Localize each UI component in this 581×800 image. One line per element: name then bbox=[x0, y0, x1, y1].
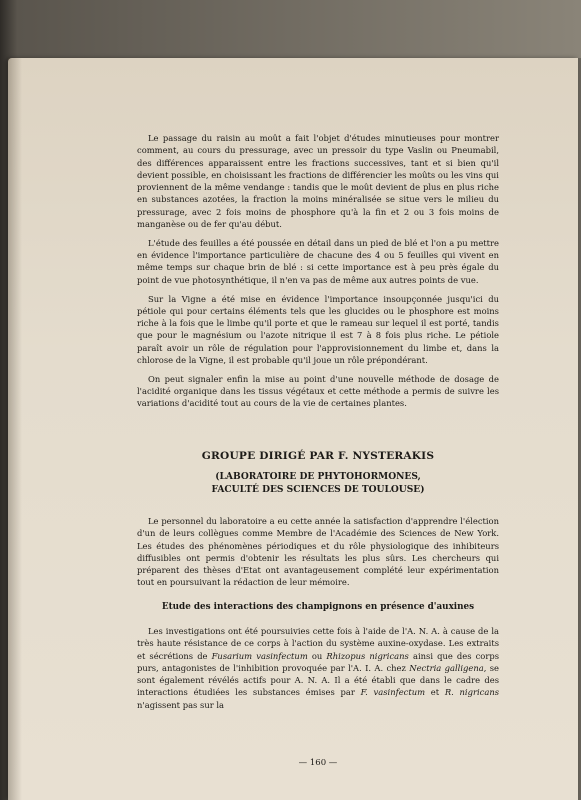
section-1-text bbox=[137, 132, 499, 416]
species-name: Nectria galligena bbox=[409, 662, 484, 673]
section-3-text bbox=[137, 625, 499, 718]
page-number: — 160 — bbox=[298, 758, 338, 768]
paragraph: Sur la Vigne a été mise en évidence l'importance insoupçonnée jusqu'ici du pétiole qui pour certains éléments tels que les glucides ou le phosphore est moins riche à la fois que le limbe qu'il porte et que le rameau sur lequel il est porté, tandis que pour le magnésium ou l'azote nitrique il est 7 à 8 fois plus riche. Le pétiole paraît avoir un rôle de régulation pour l'approvisionnement du limbe et, dans la chlorose de la Vigne, il est probable qu'il joue un rôle prépondérant. bbox=[137, 293, 499, 366]
species-name: Rhizopus nigricans bbox=[326, 650, 409, 661]
paragraph: L'étude des feuilles a été poussée en détail dans un pied de blé et l'on a pu mettre en évidence l'importance particulière de chacune des 4 ou 5 feuilles qui vivent en même temps sur chaque brin de blé : si cette importance est à peu près égale du point de vue photosynthétique, il n'en va pas de même aux autres points de vue. bbox=[137, 237, 499, 285]
species-name: F. vasinfectum bbox=[360, 687, 426, 698]
group-subheading bbox=[140, 470, 496, 496]
species-name: R. nigricans bbox=[444, 687, 500, 698]
subheading-line: FACULTÉ DES SCIENCES DE TOULOUSE) bbox=[211, 484, 425, 495]
paragraph: On peut signaler enfin la mise au point d'une nouvelle méthode de dosage de l'acidité organique dans les tissus végétaux et cette méthode a permis de suivre les variations d'acidité tout au cours de la vie de certaines plantes. bbox=[137, 373, 499, 409]
paragraph: Le passage du raisin au moût a fait l'objet d'études minutieuses pour montrer comment, au cours du pressurage, avec un pressoir du type Vaslin ou Pneumabil, des différences apparaissent entre les fractions successives, tant et si bien qu'il devient possible, en choisissant les fractions de différencier les moûts ou les vins qui proviennent de la même vendange : tandis que le moût devient de plus en plus riche en substances azotées, la fraction la moins minéralisée se situe vers le milieu du pressurage, avec 2 fois moins de phosphore qu'à la fin et 2 ou 3 fois moins de manganèse ou de fer qu'au début. bbox=[137, 133, 499, 230]
group-heading: GROUPE DIRIGÉ PAR F. NYSTERAKIS bbox=[201, 450, 435, 462]
species-name: Fusarium vasinfectum bbox=[211, 650, 308, 661]
paragraph: Le personnel du laboratoire a eu cette année la satisfaction d'apprendre l'élection d'un de leurs collègues comme Membre de l'Académie des Sciences de New York. Les études des phénomènes périodiques et du rôle physiologique des inhibiteurs diffusibles ont permis d'obtenir les résultats les plus sûrs. Les chercheurs qui préparent des thèses d'Etat ont avantageusement complété leur expérimentation tout en poursuivant la rédaction de leur mémoire. bbox=[137, 516, 499, 588]
subheading-line: (LABORATOIRE DE PHYTOHORMONES, bbox=[215, 471, 421, 482]
section-subheading: Etude des interactions des champignons en présence d'auxines bbox=[161, 602, 475, 612]
section-2-text bbox=[137, 515, 499, 595]
paragraph: Les investigations ont été poursuivies cette fois à l'aide de l'A. N. A. à cause de la très haute résistance de ce corps à l'action du système auxine-oxydase. Les extraits et sécrétions de Fusarium vasinfectum ou Rhizopus nigricans ainsi que des corps purs, antagonistes de l'inhibition provoquée par l'A. I. A. chez Nectria galligena, se sont également révélés actifs pour A. N. A. Il a été établi que dans le cadre des interactions étudiées les substances émises par F. vasinfectum et R. nigricans n'agissent pas sur la bbox=[137, 626, 500, 710]
